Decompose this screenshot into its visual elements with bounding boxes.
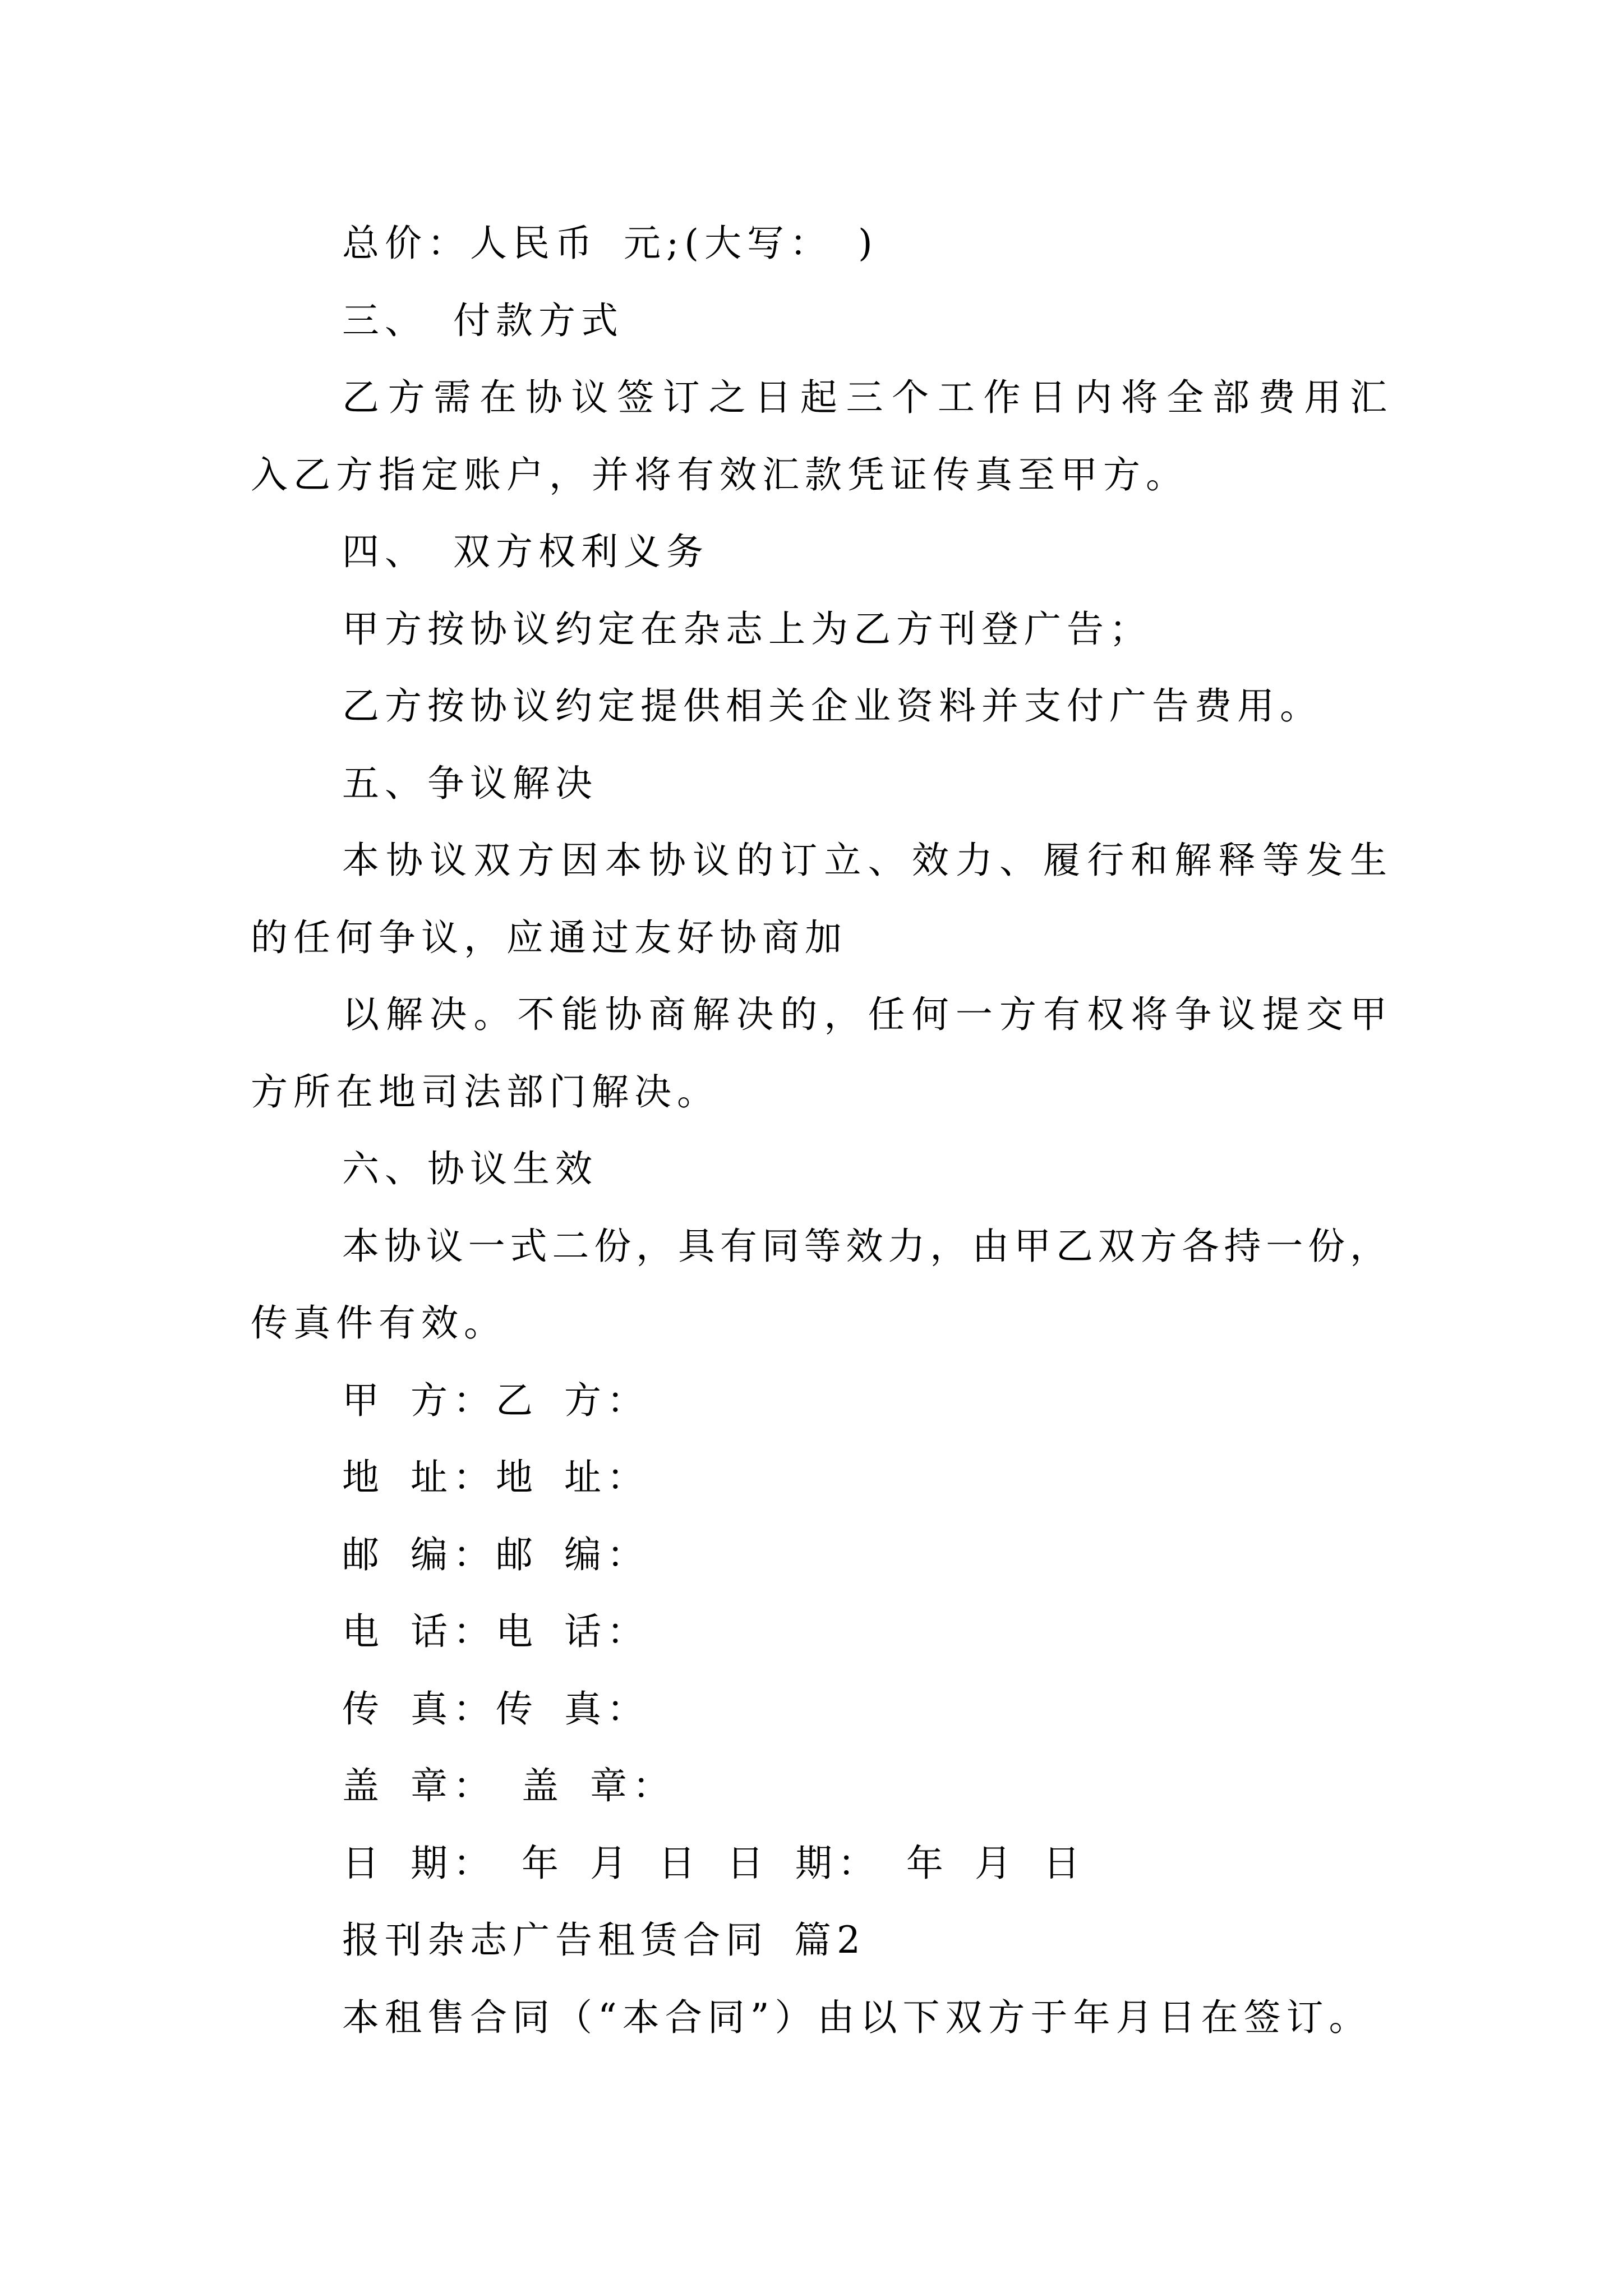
dispute-paragraph-line-2: 的任何争议，应通过友好协商加 (251, 915, 847, 959)
effect-paragraph-line-1: 本协议一式二份，具有同等效力，由甲乙双方各持一份， (342, 1224, 1387, 1268)
section-heading-rights: 四、 双方权利义务 (342, 530, 709, 573)
signature-date-row: 日 期： 年 月 日 日 期： 年 月 日 (342, 1841, 1086, 1885)
dispute-paragraph-line-3: 以解决。不能协商解决的，任何一方有权将争议提交甲 (342, 993, 1387, 1036)
dispute-paragraph-line-4: 方所在地司法部门解决。 (251, 1070, 720, 1114)
signature-phone-row: 电 话：电 话： (342, 1610, 649, 1653)
document-body (251, 205, 1387, 2056)
section-heading-payment: 三、 付款方式 (342, 298, 624, 342)
dispute-paragraph-line-1: 本协议双方因本协议的订立、效力、履行和解释等发生 (342, 839, 1387, 882)
effect-paragraph-line-2: 传真件有效。 (251, 1301, 506, 1345)
payment-paragraph-line-2: 入乙方指定账户，并将有效汇款凭证传真至甲方。 (251, 453, 1188, 496)
signature-address-row: 地 址：地 址： (342, 1456, 649, 1499)
rights-clause-party-a: 甲方按协议约定在杂志上为乙方刊登广告； (342, 607, 1152, 651)
contract-2-intro-line: 本租售合同（“本合同”）由以下双方于年月日在签订。 (342, 1995, 1372, 2039)
signature-seal-row: 盖 章： 盖 章： (342, 1764, 675, 1807)
contract-2-title: 报刊杂志广告租赁合同 篇2 (342, 1918, 866, 1962)
signature-fax-row: 传 真：传 真： (342, 1687, 649, 1731)
signature-postcode-row: 邮 编：邮 编： (342, 1533, 649, 1576)
payment-paragraph-line-1: 乙方需在协议签订之日起三个工作日内将全部费用汇 (342, 376, 1387, 419)
rights-clause-party-b: 乙方按协议约定提供相关企业资料并支付广告费用。 (342, 684, 1322, 728)
section-heading-dispute: 五、争议解决 (342, 761, 598, 805)
total-price-line: 总价：人民币 元;(大写： ) (342, 222, 878, 265)
signature-party-row: 甲 方：乙 方： (342, 1378, 649, 1422)
section-heading-effect: 六、协议生效 (342, 1147, 598, 1190)
